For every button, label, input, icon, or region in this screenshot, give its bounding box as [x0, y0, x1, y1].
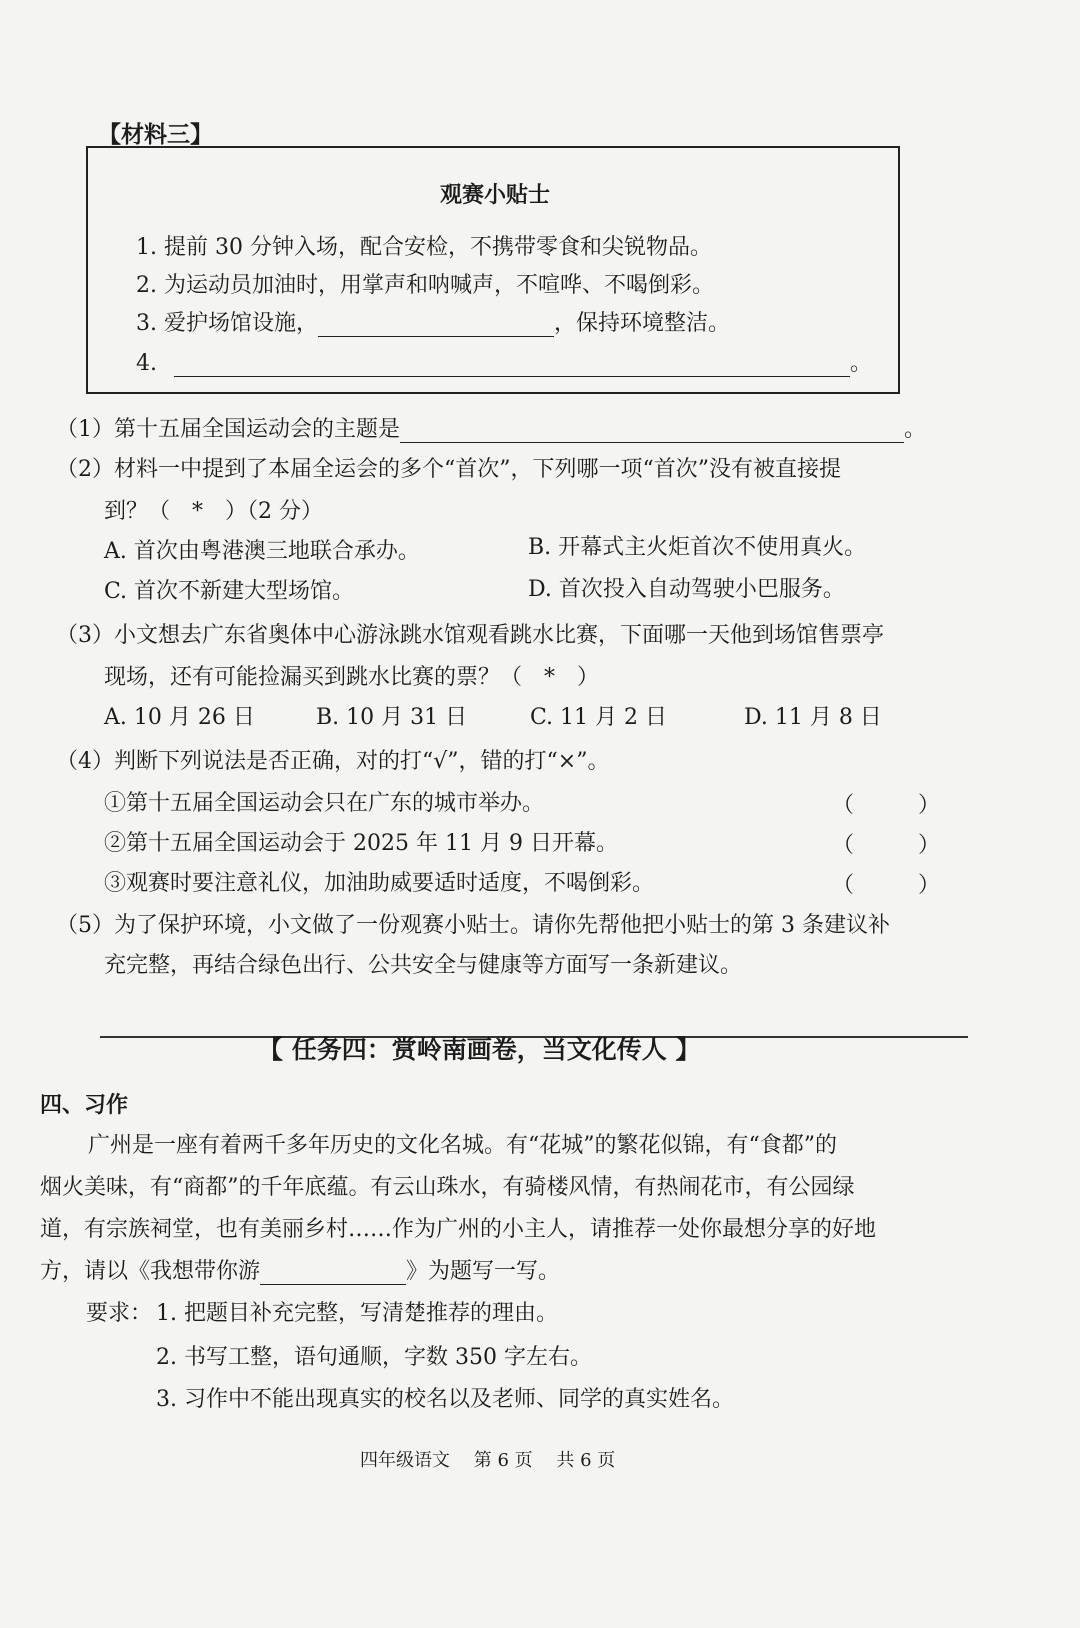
question-number: （4）: [56, 749, 114, 774]
question-number: （3）: [56, 623, 114, 648]
question-text: 材料一中提到了本届全运会的多个“首次”，下列哪一项“首次”没有被直接提: [114, 457, 841, 482]
tip-text: 提前 30 分钟入场，配合安检，不携带零食和尖锐物品。: [164, 235, 712, 260]
composition-para-line1: 广州是一座有着两千多年历史的文化名城。有“花城”的繁花似锦，有“食都”的: [88, 1133, 837, 1158]
question-4: [56, 744, 609, 775]
composition-para-line3: 道，有宗族祠堂，也有美丽乡村……作为广州的小主人，请推荐一处你最想分享的好地: [40, 1217, 877, 1242]
question-text: 为了保护环境，小文做了一份观赛小贴士。请你先帮他把小贴士的第 3 条建议补: [114, 913, 890, 938]
requirement-1: 1. 把题目补充完整，写清楚推荐的理由。: [156, 1301, 558, 1326]
question-2-line2: 到？（ * ）（2 分）: [104, 499, 323, 524]
page-footer: [360, 1446, 615, 1472]
q4-item-3: ③观赛时要注意礼仪，加油助威要适时适度，不喝倒彩。: [104, 871, 655, 896]
q2-option-b[interactable]: B. 开幕式主火炬首次不使用真火。: [528, 535, 867, 560]
q4-answer-open[interactable]: （: [832, 793, 855, 818]
q3-option-d[interactable]: D. 11 月 8 日: [744, 705, 882, 730]
composition-para-line2: 烟火美味，有“商都”的千年底蕴。有云山珠水，有骑楼风情，有热闹花市，有公园绿: [40, 1175, 855, 1200]
tip-text: 为运动员加油时，用掌声和呐喊声，不喧哗、不喝倒彩。: [164, 273, 715, 298]
question-5-line2: 充完整，再结合绿色出行、公共安全与健康等方面写一条新建议。: [104, 953, 743, 978]
q4-answer-close: ）: [918, 873, 941, 898]
composition-title: 四、习作: [40, 1092, 129, 1118]
question-number: （2）: [56, 457, 114, 482]
composition-para-line4: [40, 1254, 560, 1285]
question-1: [56, 412, 926, 443]
tip-4-blank[interactable]: [174, 354, 850, 377]
question-number: （5）: [56, 913, 114, 938]
q1-answer-blank[interactable]: [400, 420, 904, 443]
tip-2: [136, 268, 714, 299]
prompt-after: 》为题写一写。: [406, 1259, 561, 1284]
prompt-before: 方，请以《我想带你游: [40, 1259, 261, 1284]
tip-3: [136, 306, 730, 337]
question-text: 第十五届全国运动会的主题是: [114, 417, 401, 442]
footer-page: 第 6 页: [473, 1450, 533, 1471]
tip-text-after: ，保持环境整洁。: [554, 311, 731, 336]
footer-grade: 四年级语文: [360, 1450, 450, 1471]
question-end: 。: [904, 417, 927, 442]
tip-num: 4.: [136, 351, 157, 376]
q4-item-2: ②第十五届全国运动会于 2025 年 11 月 9 日开幕。: [104, 831, 618, 856]
question-2-line1: [56, 452, 841, 483]
q4-answer-close: ）: [918, 793, 941, 818]
tip-4: [136, 346, 872, 377]
q4-answer-close: ）: [918, 833, 941, 858]
q2-option-a[interactable]: A. 首次由粤港澳三地联合承办。: [104, 539, 420, 564]
q3-option-c[interactable]: C. 11 月 2 日: [530, 705, 668, 730]
tip-text-after: 。: [850, 351, 873, 376]
tip-1: [136, 230, 712, 261]
tip-num: 1.: [136, 235, 157, 260]
question-text: 小文想去广东省奥体中心游泳跳水馆观看跳水比赛，下面哪一天他到场馆售票亭: [114, 623, 885, 648]
question-3-line1: [56, 618, 884, 649]
q4-item-1: ①第十五届全国运动会只在广东的城市举办。: [104, 791, 545, 816]
question-5-line1: [56, 908, 890, 939]
q3-option-b[interactable]: B. 10 月 31 日: [316, 705, 468, 730]
q4-answer-open[interactable]: （: [832, 873, 855, 898]
tip-num: 3.: [136, 311, 157, 336]
q3-option-a[interactable]: A. 10 月 26 日: [104, 705, 255, 730]
requirement-2: 2. 书写工整，语句通顺，字数 350 字左右。: [156, 1345, 592, 1370]
tip-3-blank[interactable]: [318, 314, 554, 337]
question-3-line2: 现场，还有可能捡漏买到跳水比赛的票？（ * ）: [104, 665, 600, 690]
tips-title: 观赛小贴士: [440, 182, 551, 208]
footer-total: 共 6 页: [556, 1450, 616, 1471]
task4-heading: 【 任务四：赏岭南画卷，当文化传人 】: [258, 1035, 701, 1064]
question-text: 判断下列说法是否正确，对的打“√”，错的打“×”。: [114, 749, 610, 774]
requirements-label: 要求：: [86, 1301, 153, 1326]
requirement-3: 3. 习作中不能出现真实的校名以及老师、同学的真实姓名。: [156, 1387, 734, 1412]
material3-label: 【材料三】: [98, 121, 213, 148]
tip-text-before: 爱护场馆设施，: [164, 311, 319, 336]
q4-answer-open[interactable]: （: [832, 833, 855, 858]
tip-num: 2.: [136, 273, 157, 298]
composition-title-blank[interactable]: [260, 1262, 406, 1285]
question-number: （1）: [56, 417, 114, 442]
q2-option-d[interactable]: D. 首次投入自动驾驶小巴服务。: [528, 577, 845, 602]
q2-option-c[interactable]: C. 首次不新建大型场馆。: [104, 579, 355, 604]
